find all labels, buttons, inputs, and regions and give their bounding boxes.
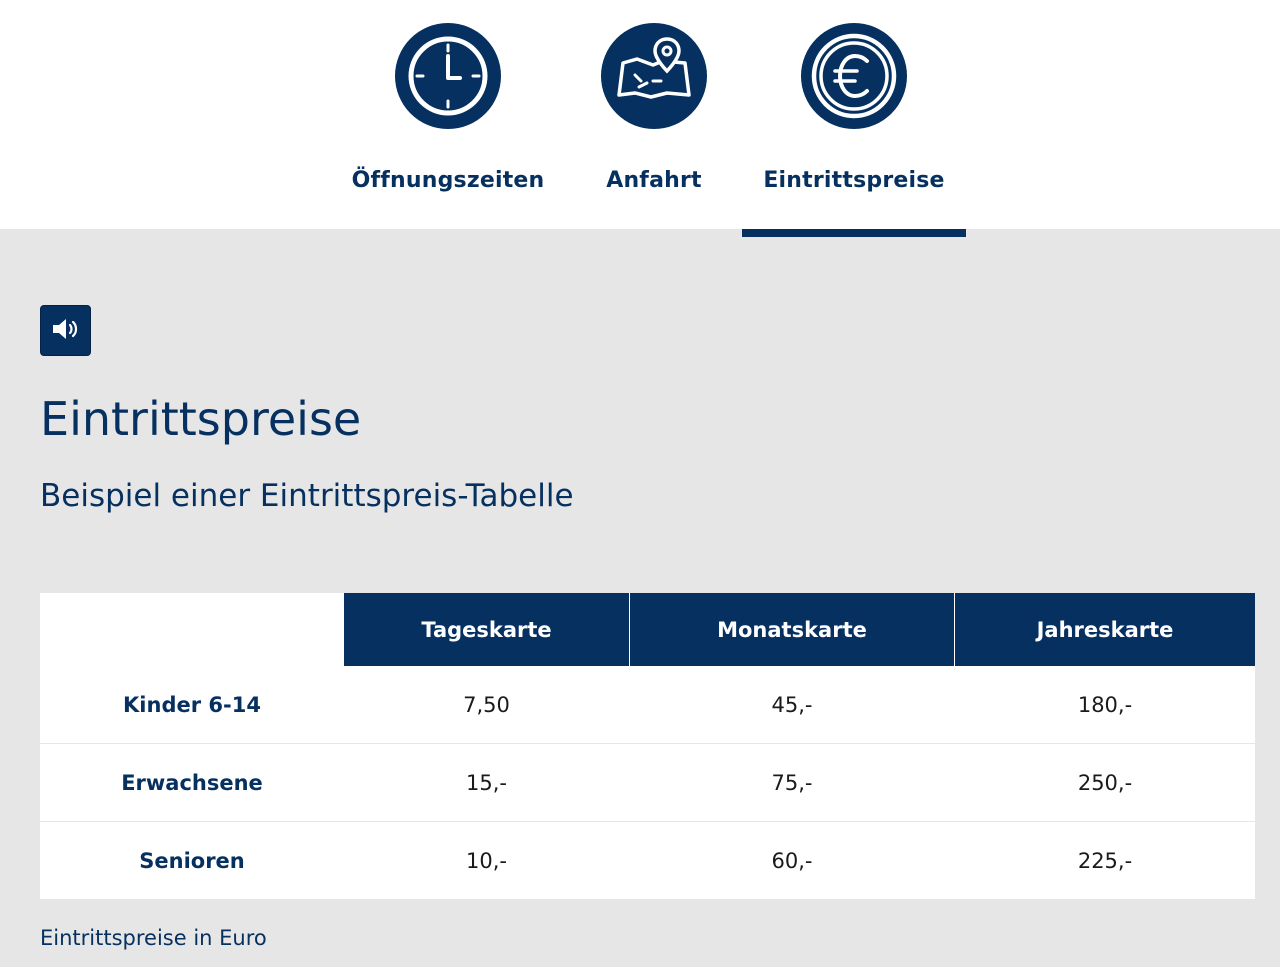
table-cell: 45,- bbox=[771, 693, 813, 717]
table-row bbox=[40, 666, 1255, 744]
active-tab-indicator bbox=[742, 229, 966, 237]
nav-label-directions: Anfahrt bbox=[606, 168, 702, 193]
speaker-icon bbox=[51, 316, 81, 346]
table-cell: 250,- bbox=[1077, 771, 1133, 795]
nav-item-opening-hours[interactable] bbox=[351, 0, 545, 237]
page-subtitle: Beispiel einer Eintrittspreis-Tabelle bbox=[40, 478, 574, 514]
table-cell: 180,- bbox=[1077, 693, 1133, 717]
table-cell: 10,- bbox=[466, 849, 507, 873]
read-aloud-button[interactable] bbox=[40, 305, 91, 356]
row-label: Kinder 6-14 bbox=[123, 693, 261, 717]
clock-icon bbox=[395, 23, 501, 129]
table-cell: 15,- bbox=[466, 771, 507, 795]
page-title: Eintrittspreise bbox=[40, 392, 362, 446]
table-row bbox=[40, 744, 1255, 822]
table-cell: 7,50 bbox=[463, 693, 510, 717]
row-label: Erwachsene bbox=[121, 771, 263, 795]
table-cell: 225,- bbox=[1077, 849, 1133, 873]
price-footnote: Eintrittspreise in Euro bbox=[40, 926, 267, 950]
column-header-month-ticket: Monatskarte bbox=[630, 593, 954, 666]
table-row bbox=[40, 822, 1255, 900]
row-label: Senioren bbox=[139, 849, 245, 873]
table-cell: 75,- bbox=[771, 771, 813, 795]
nav-label-opening-hours: Öffnungszeiten bbox=[351, 168, 545, 193]
table-cell: 60,- bbox=[771, 849, 813, 873]
euro-icon bbox=[801, 23, 907, 129]
nav-label-admission-prices: Eintrittspreise bbox=[763, 168, 945, 193]
map-pin-icon bbox=[601, 23, 707, 129]
price-table bbox=[40, 593, 1255, 899]
column-header-day-ticket: Tageskarte bbox=[344, 593, 629, 666]
column-header-year-ticket: Jahreskarte bbox=[955, 593, 1255, 666]
nav-item-directions[interactable] bbox=[584, 0, 724, 237]
top-navigation bbox=[0, 0, 1280, 229]
nav-item-admission-prices[interactable] bbox=[742, 0, 966, 237]
